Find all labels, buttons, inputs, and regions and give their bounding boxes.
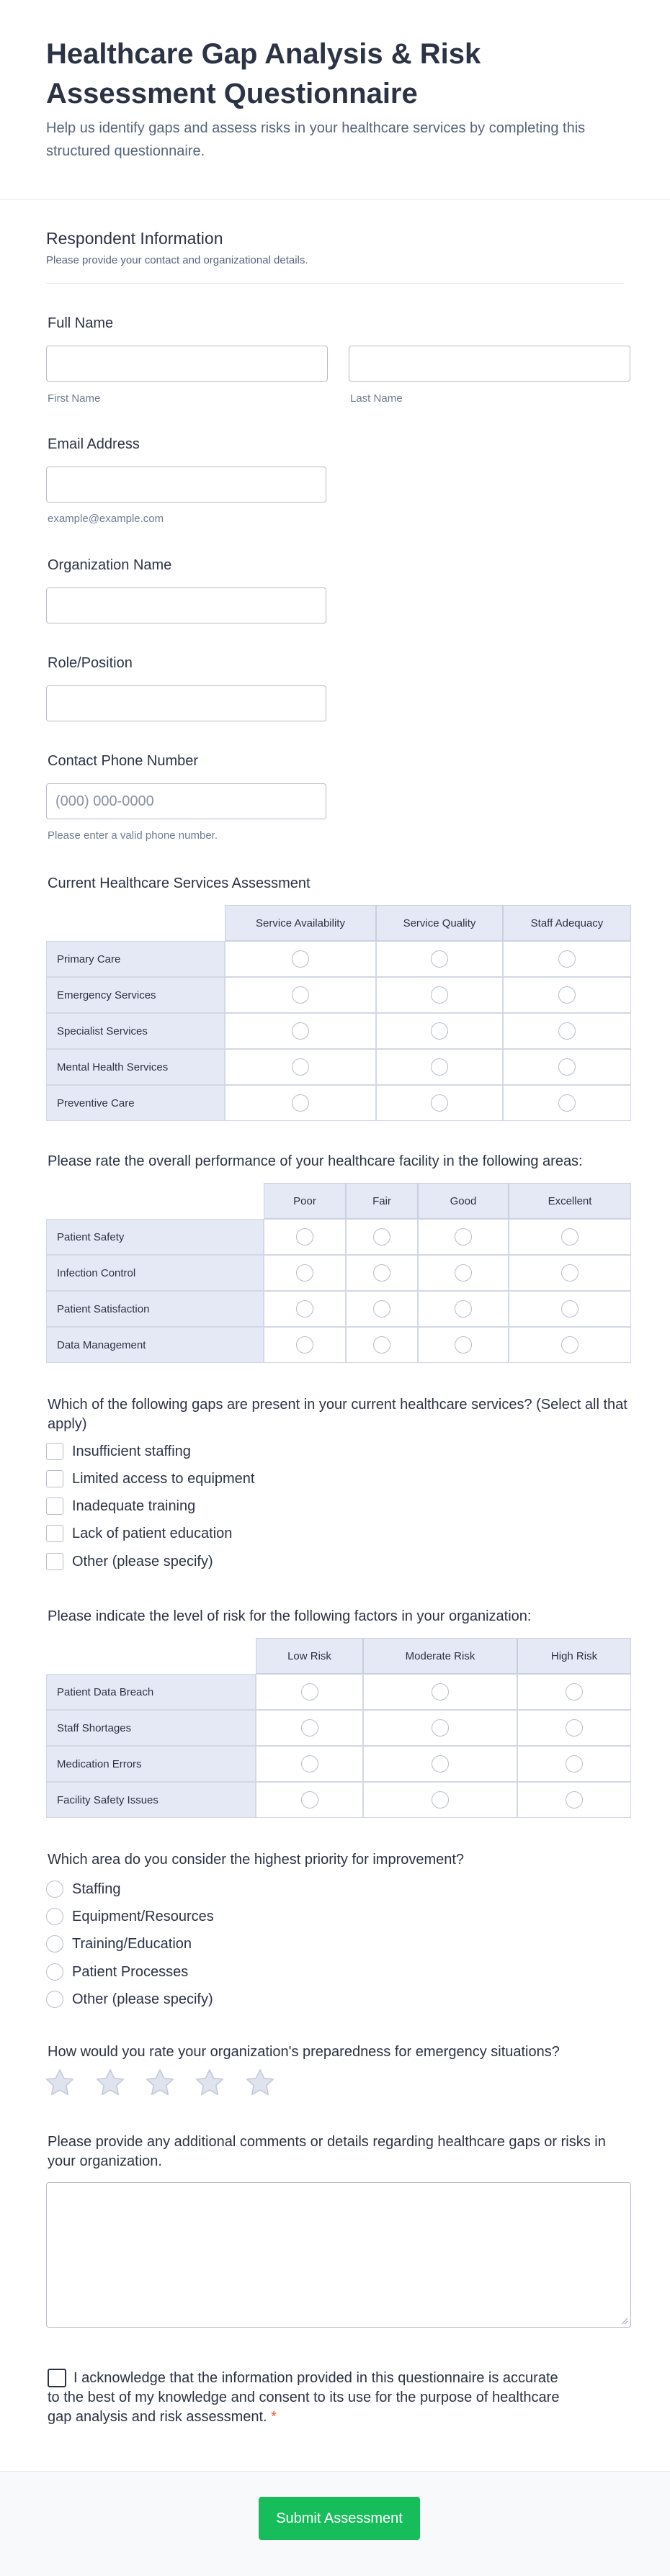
row-label: Staff Shortages xyxy=(46,1710,256,1746)
row-label: Specialist Services xyxy=(46,1013,225,1049)
matrix-radio[interactable] xyxy=(301,1683,318,1701)
column-header: Staff Adequacy xyxy=(503,905,631,941)
matrix-radio[interactable] xyxy=(561,1336,579,1354)
gap-option[interactable] xyxy=(46,1525,232,1542)
matrix-radio[interactable] xyxy=(292,986,309,1004)
risk-matrix-label: Please indicate the level of risk for the following factors in your organization: xyxy=(48,1608,532,1624)
column-header: Poor xyxy=(264,1183,346,1219)
column-header: Low Risk xyxy=(256,1638,363,1674)
row-label: Infection Control xyxy=(46,1255,264,1291)
column-header: Moderate Risk xyxy=(363,1638,517,1674)
checkbox[interactable] xyxy=(46,1470,63,1487)
matrix-radio[interactable] xyxy=(431,1094,448,1112)
matrix-radio[interactable] xyxy=(455,1336,472,1354)
matrix-radio[interactable] xyxy=(373,1228,390,1246)
form-header xyxy=(0,0,670,200)
phone-input[interactable]: (000) 000-0000 xyxy=(46,783,326,819)
preparedness-label: How would you rate your organization's preparedness for emergency situations? xyxy=(48,2044,560,2060)
matrix-radio[interactable] xyxy=(432,1791,449,1809)
option-label: Insufficient staffing xyxy=(72,1443,191,1459)
resize-handle-icon[interactable] xyxy=(621,2318,628,2325)
matrix-radio[interactable] xyxy=(292,1058,309,1076)
matrix-radio[interactable] xyxy=(296,1228,313,1246)
matrix-radio[interactable] xyxy=(373,1336,390,1354)
matrix-radio[interactable] xyxy=(292,1094,309,1112)
row-label: Emergency Services xyxy=(46,977,225,1013)
priority-option[interactable] xyxy=(46,1881,120,1898)
matrix-radio[interactable] xyxy=(296,1300,313,1318)
matrix-radio[interactable] xyxy=(431,1058,448,1076)
matrix-row xyxy=(46,1782,631,1818)
matrix-row xyxy=(46,1255,631,1291)
matrix-radio[interactable] xyxy=(561,1264,579,1282)
gap-option[interactable] xyxy=(46,1443,191,1460)
matrix-row xyxy=(46,941,631,977)
radio[interactable] xyxy=(46,1991,63,2008)
section-title: Respondent Information xyxy=(46,229,223,248)
option-label: Equipment/Resources xyxy=(72,1908,214,1924)
matrix-radio[interactable] xyxy=(455,1300,472,1318)
matrix-row xyxy=(46,1674,631,1710)
priority-option[interactable] xyxy=(46,1963,188,1981)
gap-option[interactable] xyxy=(46,1553,213,1570)
matrix-radio[interactable] xyxy=(373,1300,390,1318)
checkbox[interactable] xyxy=(46,1498,63,1515)
option-label: Patient Processes xyxy=(72,1963,189,1980)
matrix-radio[interactable] xyxy=(455,1228,472,1246)
radio[interactable] xyxy=(46,1963,63,1981)
consent-label: I acknowledge that the information provided in this questionnaire is accurate to the best of my knowledge and consent to its use for the purpose of healthcare gap analysis and risk assessment. xyxy=(48,2370,560,2425)
comments-label: Please provide any additional comments or details regarding healthcare gaps or risks in your organization. xyxy=(48,2134,606,2169)
column-header: Good xyxy=(418,1183,509,1219)
matrix-radio[interactable] xyxy=(292,950,309,968)
full-name-label: Full Name xyxy=(48,315,114,331)
matrix-radio[interactable] xyxy=(558,950,576,968)
column-header: High Risk xyxy=(517,1638,631,1674)
gaps-label: Which of the following gaps are present in your current healthcare services? (Select all that apply) xyxy=(48,1397,627,1432)
matrix-corner xyxy=(46,1638,256,1674)
matrix-radio[interactable] xyxy=(566,1683,583,1701)
matrix-radio[interactable] xyxy=(431,986,448,1004)
matrix-radio[interactable] xyxy=(296,1336,313,1354)
star-icon[interactable] xyxy=(43,2066,76,2099)
column-header: Service Availability xyxy=(225,905,376,941)
matrix-row xyxy=(46,1291,631,1327)
priority-option[interactable] xyxy=(46,1935,192,1953)
radio[interactable] xyxy=(46,1935,63,1953)
matrix-radio[interactable] xyxy=(301,1755,318,1773)
comments-textarea[interactable] xyxy=(46,2182,631,2328)
required-asterisk: * xyxy=(271,2409,277,2425)
matrix-radio[interactable] xyxy=(301,1791,318,1809)
column-header: Fair xyxy=(346,1183,418,1219)
form-description: Help us identify gaps and assess risks in your healthcare services by completing this structured questionnaire. xyxy=(46,120,586,159)
consent-text xyxy=(48,2369,573,2427)
star-icon[interactable] xyxy=(94,2066,127,2099)
last-name-input[interactable] xyxy=(349,346,630,382)
row-label: Facility Safety Issues xyxy=(46,1782,256,1818)
matrix-radio[interactable] xyxy=(373,1264,390,1282)
priority-option[interactable] xyxy=(46,1908,214,1925)
option-label: Training/Education xyxy=(72,1935,192,1952)
matrix-radio[interactable] xyxy=(432,1683,449,1701)
matrix-radio[interactable] xyxy=(566,1755,583,1773)
section-subtitle: Please provide your contact and organizational details. xyxy=(46,254,308,266)
row-label: Preventive Care xyxy=(46,1085,225,1121)
matrix-corner xyxy=(46,1183,264,1219)
organization-input[interactable] xyxy=(46,587,326,623)
checkbox[interactable] xyxy=(46,1443,63,1460)
row-label: Patient Data Breach xyxy=(46,1674,256,1710)
star-icon[interactable] xyxy=(193,2066,226,2099)
matrix-radio[interactable] xyxy=(561,1300,579,1318)
matrix-radio[interactable] xyxy=(558,1022,576,1040)
matrix-radio[interactable] xyxy=(432,1719,449,1737)
matrix-radio[interactable] xyxy=(558,1058,576,1076)
risk-matrix xyxy=(46,1638,631,1818)
option-label: Lack of patient education xyxy=(72,1525,233,1541)
form-title: Healthcare Gap Analysis & Risk Assessment Questionnaire xyxy=(46,38,481,109)
matrix-radio[interactable] xyxy=(566,1791,583,1809)
matrix-radio[interactable] xyxy=(431,950,448,968)
email-input[interactable] xyxy=(46,467,326,503)
matrix-row xyxy=(46,1085,631,1121)
matrix-row xyxy=(46,1710,631,1746)
matrix-row xyxy=(46,1327,631,1363)
checkbox[interactable] xyxy=(46,1553,63,1570)
matrix-row xyxy=(46,1013,631,1049)
first-name-input[interactable] xyxy=(46,346,328,382)
submit-button[interactable]: Submit Assessment xyxy=(259,2497,420,2540)
option-label: Other (please specify) xyxy=(72,1553,213,1570)
phone-label: Contact Phone Number xyxy=(48,753,199,769)
row-label: Medication Errors xyxy=(46,1746,256,1782)
row-label: Patient Safety xyxy=(46,1219,264,1255)
option-label: Staffing xyxy=(72,1881,121,1897)
matrix-radio[interactable] xyxy=(561,1228,579,1246)
radio[interactable] xyxy=(46,1881,63,1898)
matrix-row xyxy=(46,977,631,1013)
performance-matrix xyxy=(46,1183,631,1363)
priority-option[interactable] xyxy=(46,1991,213,2008)
phone-sublabel: Please enter a valid phone number. xyxy=(48,829,218,842)
star-icon[interactable] xyxy=(143,2066,177,2099)
matrix-corner xyxy=(46,905,225,941)
first-name-sublabel: First Name xyxy=(48,392,101,405)
column-header: Excellent xyxy=(509,1183,631,1219)
star-icon[interactable] xyxy=(244,2066,277,2099)
priority-label: Which area do you consider the highest priority for improvement? xyxy=(48,1852,465,1868)
matrix-radio[interactable] xyxy=(296,1264,313,1282)
matrix-radio[interactable] xyxy=(431,1022,448,1040)
gap-option[interactable] xyxy=(46,1470,254,1487)
matrix-radio[interactable] xyxy=(558,1094,576,1112)
matrix-radio[interactable] xyxy=(432,1755,449,1773)
matrix-row xyxy=(46,1049,631,1085)
role-label: Role/Position xyxy=(48,655,133,671)
row-label: Patient Satisfaction xyxy=(46,1291,264,1327)
matrix-radio[interactable] xyxy=(455,1264,472,1282)
organization-label: Organization Name xyxy=(48,557,172,573)
gap-option[interactable] xyxy=(46,1498,195,1515)
row-label: Mental Health Services xyxy=(46,1049,225,1085)
matrix-row xyxy=(46,1746,631,1782)
performance-matrix-label: Please rate the overall performance of your healthcare facility in the following areas: xyxy=(48,1153,583,1169)
matrix-radio[interactable] xyxy=(558,986,576,1004)
services-matrix-label: Current Healthcare Services Assessment xyxy=(48,875,311,891)
role-input[interactable] xyxy=(46,685,326,721)
option-label: Inadequate training xyxy=(72,1498,196,1514)
column-header: Service Quality xyxy=(376,905,503,941)
respondent-section-header xyxy=(46,229,624,284)
option-label: Limited access to equipment xyxy=(72,1470,255,1487)
matrix-radio[interactable] xyxy=(566,1719,583,1737)
matrix-radio[interactable] xyxy=(301,1719,318,1737)
checkbox[interactable] xyxy=(46,1525,63,1542)
email-sublabel: example@example.com xyxy=(48,513,164,525)
last-name-sublabel: Last Name xyxy=(350,392,403,405)
services-matrix xyxy=(46,905,631,1121)
matrix-radio[interactable] xyxy=(292,1022,309,1040)
matrix-row xyxy=(46,1219,631,1255)
row-label: Primary Care xyxy=(46,941,225,977)
radio[interactable] xyxy=(46,1908,63,1925)
option-label: Other (please specify) xyxy=(72,1991,213,2007)
row-label: Data Management xyxy=(46,1327,264,1363)
email-label: Email Address xyxy=(48,436,140,452)
